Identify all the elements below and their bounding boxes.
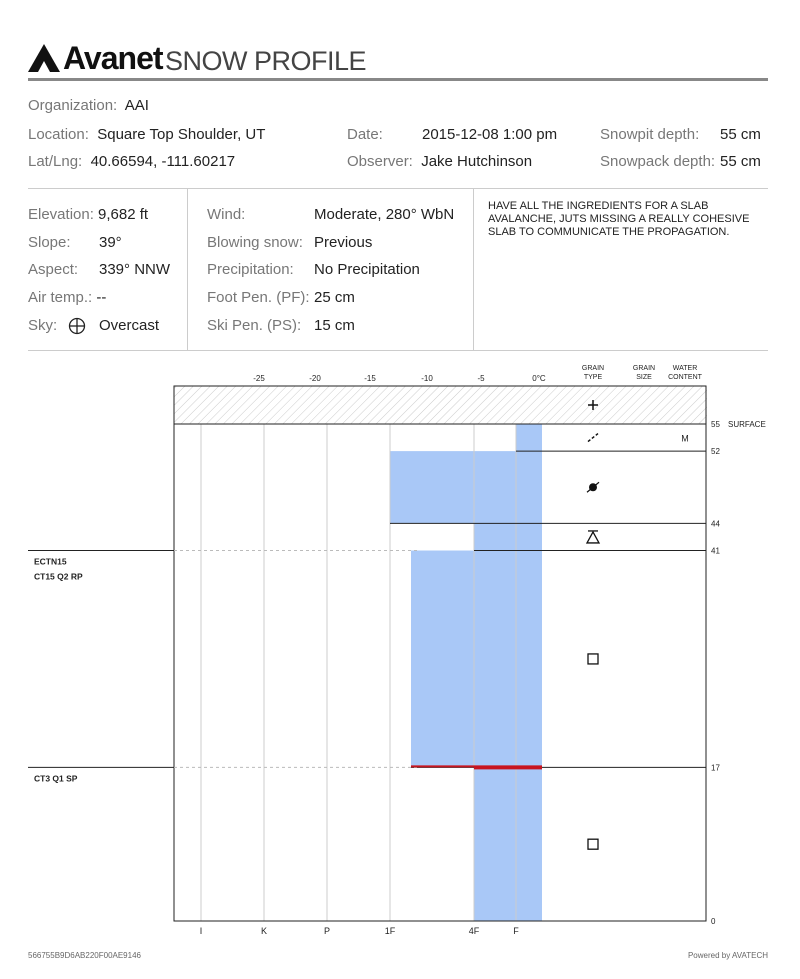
decomposing-fragments-icon <box>588 434 598 442</box>
date-value: 2015-12-08 1:00 pm <box>422 126 558 143</box>
column-header: SIZE <box>636 374 652 381</box>
organization-value: AAI <box>124 97 149 114</box>
foot-pen-value: 25 cm <box>314 289 355 306</box>
footer-id: 566755B9D6AB220F00AE9146 <box>28 951 141 960</box>
precipitation-field: Precipitation: No Precipitation <box>207 261 420 278</box>
temperature-tick-label: -10 <box>421 374 433 383</box>
foot-pen-field: Foot Pen. (PF): 25 cm <box>207 289 355 306</box>
column-header: WATER <box>672 365 698 372</box>
depth-tick-label: 44 <box>711 519 720 529</box>
water-content-label: M <box>681 433 689 444</box>
column-header: GRAIN <box>581 365 605 372</box>
layer-bar <box>474 767 542 921</box>
ski-pen-value: 15 cm <box>314 317 355 334</box>
test-label: CT15 Q2 RP <box>34 571 83 582</box>
depth-tick-label: 55 <box>711 420 720 429</box>
header-divider <box>28 78 768 81</box>
air-temp-field: Air temp.: -- <box>28 289 107 306</box>
faceted-crystals-icon <box>588 654 598 664</box>
faceted-crystals-icon <box>588 839 598 849</box>
temperature-tick-label: -25 <box>253 374 265 383</box>
section-divider <box>28 188 768 189</box>
page-title: SNOW PROFILE <box>165 46 367 76</box>
hardness-tick-label: I <box>199 926 203 936</box>
surface-hoar-icon <box>587 532 599 543</box>
aspect-value: 339° NNW <box>99 261 171 278</box>
observer-value: Jake Hutchinson <box>421 153 533 170</box>
depth-tick-label: 41 <box>711 546 720 556</box>
ski-pen-field: Ski Pen. (PS): 15 cm <box>207 317 355 334</box>
depth-tick-label: 52 <box>711 447 720 457</box>
layer-bar <box>474 523 542 550</box>
depth-tick-label: 0 <box>711 917 716 926</box>
wind-field: Wind: Moderate, 280° WbN <box>207 206 455 223</box>
sky-field: Sky: Overcast <box>28 317 160 334</box>
slope-value: 39° <box>99 234 122 251</box>
organization-field: Organization: AAI <box>28 97 149 114</box>
temperature-tick-label: -15 <box>364 374 376 383</box>
aspect-field: Aspect: 339° NNW <box>28 261 171 278</box>
latlng-field: Lat/Lng: 40.66594, -111.60217 <box>28 153 236 170</box>
snowpack-depth-field: Snowpack depth: 55 cm <box>600 153 761 170</box>
elevation-field: Elevation: 9,682 ft <box>28 206 149 223</box>
latlng-value: 40.66594, -111.60217 <box>90 153 236 170</box>
elevation-value: 9,682 ft <box>98 206 149 223</box>
observer-field: Observer: Jake Hutchinson <box>347 153 533 170</box>
column-header: CONTENT <box>668 374 702 381</box>
blowing-snow-value: Previous <box>314 234 373 251</box>
avanet-logo-icon <box>28 44 60 72</box>
column-divider <box>187 189 188 350</box>
temperature-tick-label: -20 <box>309 374 321 383</box>
test-label: CT3 Q1 SP <box>34 773 78 784</box>
report-header <box>28 40 768 80</box>
snow-profile-chart <box>0 350 800 950</box>
column-divider <box>473 189 474 350</box>
test-label: ECTN15 <box>34 556 67 567</box>
sky-value: Overcast <box>99 317 160 334</box>
location-field: Location: Square Top Shoulder, UT <box>28 126 266 143</box>
layer-bar <box>390 451 542 523</box>
layer-bar <box>411 551 542 768</box>
date-field: Date: 2015-12-08 1:00 pm <box>347 126 558 143</box>
snowpack-depth-value: 55 cm <box>720 153 761 170</box>
snowpit-depth-field: Snowpit depth: 55 cm <box>600 126 761 143</box>
temperature-tick-label: -5 <box>477 374 485 383</box>
snowpit-depth-value: 55 cm <box>720 126 761 143</box>
surface-label: SURFACE <box>728 420 766 429</box>
blowing-snow-field: Blowing snow: Previous <box>207 234 373 251</box>
column-header: GRAIN <box>632 365 656 372</box>
brand-name: Avanet <box>63 40 163 76</box>
layer-bar <box>516 424 542 451</box>
hardness-tick-label: K <box>260 926 268 936</box>
footer-powered: Powered by AVATECH <box>687 951 768 960</box>
location-value: Square Top Shoulder, UT <box>97 126 266 143</box>
hardness-tick-label: 4F <box>468 926 480 936</box>
comment-text: HAVE ALL THE INGREDIENTS FOR A SLAB AVALANCHE, JUTS MISSING A REALLY COHESIVE SLAB TO COMMUNICATE THE PROPAGATION. <box>488 200 750 238</box>
air-temp-value: -- <box>96 289 107 306</box>
precipitation-value: No Precipitation <box>314 261 420 278</box>
column-header: TYPE <box>583 374 603 381</box>
temperature-tick-label: 0°C <box>532 374 546 383</box>
above-surface-area <box>174 386 707 424</box>
hardness-tick-label: P <box>323 926 331 936</box>
slope-field: Slope: 39° <box>28 234 122 251</box>
hardness-tick-label: 1F <box>384 926 396 936</box>
hardness-tick-label: F <box>513 926 519 936</box>
wind-value: Moderate, 280° WbN <box>314 206 455 223</box>
depth-tick-label: 17 <box>711 763 720 773</box>
overcast-icon <box>68 317 86 335</box>
